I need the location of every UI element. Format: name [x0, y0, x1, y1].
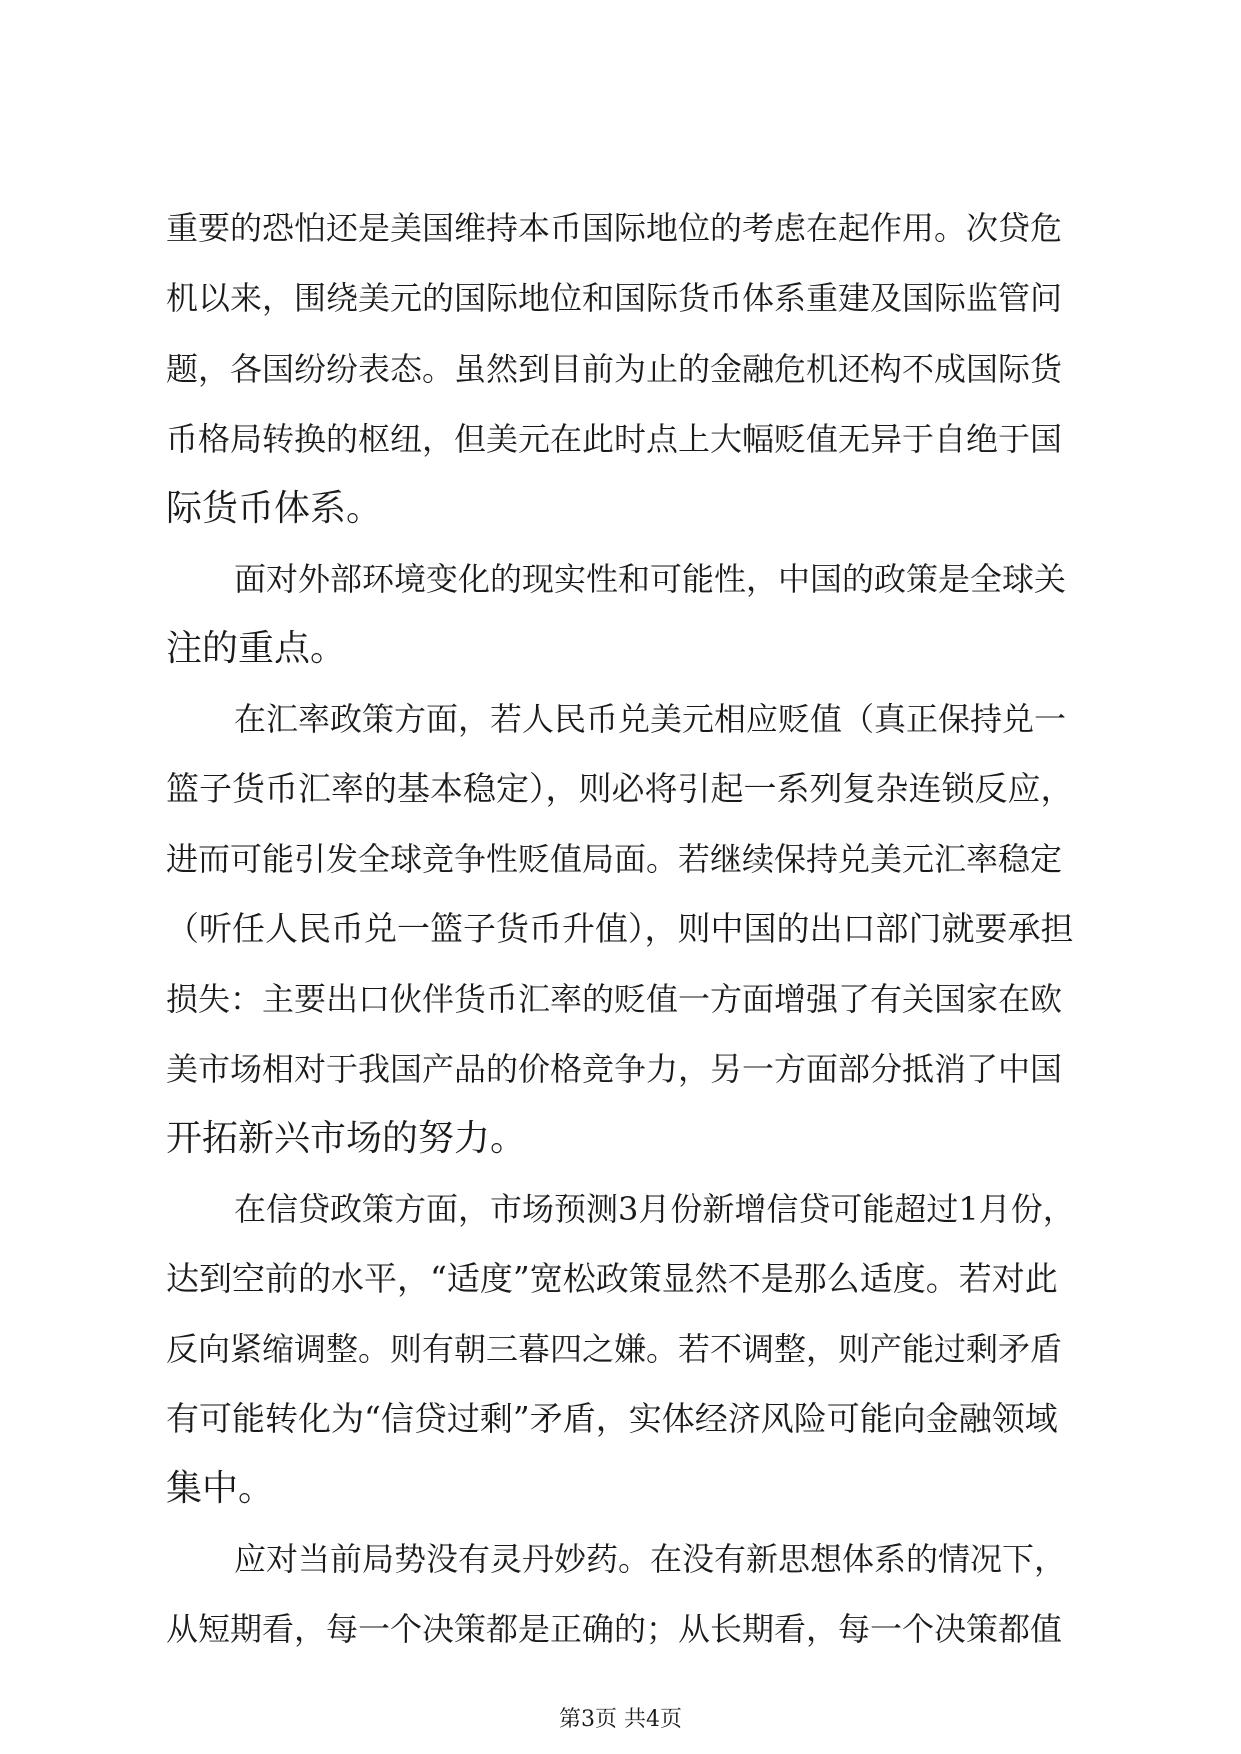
paragraph-first-line: 面对外部环境变化的现实性和可能性，中国的政策是全球关	[234, 560, 1067, 598]
text-line: 际货币体系。	[166, 488, 383, 529]
text-line: 从短期看，每一个决策都是正确的；从长期看，每一个决策都值	[166, 1610, 1063, 1648]
text-line: 注的重点。	[166, 628, 347, 669]
paragraph-first-line: 在信贷政策方面，市场预测3月份新增信贷可能超过1月份，	[234, 1190, 1075, 1228]
text-line: 篮子货币汇率的基本稳定），则必将引起一系列复杂连锁反应，	[166, 769, 1074, 808]
text-line: 达到空前的水平，“适度”宽松政策显然不是那么适度。若对此	[166, 1259, 1058, 1298]
text-line: 币格局转换的枢纽，但美元在此时点上大幅贬值无异于自绝于国	[166, 420, 1063, 458]
text-line: 机以来，围绕美元的国际地位和国际货币体系重建及国际监管问	[166, 279, 1063, 317]
page-number-footer: 第3页 共4页	[559, 1707, 682, 1732]
text-line: （听任人民币兑一篮子货币升值），则中国的出口部门就要承担	[166, 909, 1074, 948]
paragraph-first-line: 在汇率政策方面，若人民币兑美元相应贬值（真正保持兑一	[234, 700, 1067, 738]
text-line: 题，各国纷纷表态。虽然到目前为止的金融危机还构不成国际货	[166, 350, 1063, 388]
text-line: 重要的恐怕还是美国维持本币国际地位的考虑在起作用。次贷危	[166, 209, 1063, 247]
text-line: 美市场相对于我国产品的价格竞争力，另一方面部分抵消了中国	[166, 1050, 1063, 1088]
text-line: 损失：主要出口伙伴货币汇率的贬值一方面增强了有关国家在欧	[166, 980, 1063, 1018]
text-line: 进而可能引发全球竞争性贬值局面。若继续保持兑美元汇率稳定	[166, 840, 1063, 878]
text-line: 开拓新兴市场的努力。	[166, 1118, 527, 1159]
paragraph-first-line: 应对当前局势没有灵丹妙药。在没有新思想体系的情况下，	[234, 1540, 1067, 1578]
text-line: 反向紧缩调整。则有朝三暮四之嫌。若不调整，则产能过剩矛盾	[166, 1330, 1063, 1368]
text-line: 有可能转化为“信贷过剩”矛盾，实体经济风险可能向金融领域	[166, 1399, 1058, 1438]
text-line: 集中。	[166, 1468, 275, 1509]
